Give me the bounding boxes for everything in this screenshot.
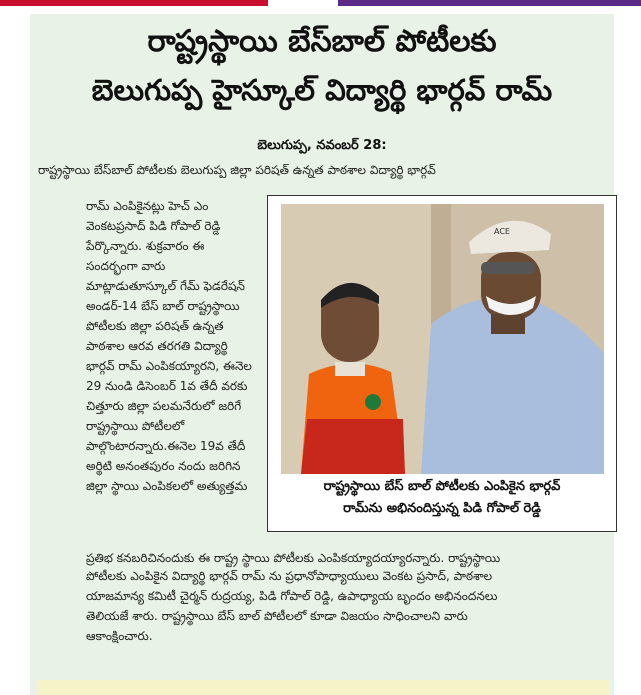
top-color-bar <box>0 0 641 6</box>
dateline: బెలుగుప్ప, నవంబర్ 28: <box>257 138 387 153</box>
photo-caption <box>270 476 614 520</box>
body-line: చిత్తూరు జిల్లా పలమనేరులో జరిగే <box>86 399 242 413</box>
headline-line-2: బెలుగుప్ప హైస్కూల్ విద్యార్థి భార్గవ్ రామ్ <box>91 73 553 107</box>
cap-text: ACE <box>494 227 510 236</box>
body-line: రామ్ ఎంపికైనట్లు హెచ్ ఎం <box>86 199 209 213</box>
body-column-left <box>86 196 268 496</box>
body-line: భార్గవ్ రామ్ ఎంపికయ్యారని, ఈనెల <box>86 359 252 373</box>
headline-line-1: రాష్ట్రస్థాయి బేస్‌బాల్ పోటీలకు <box>147 24 497 59</box>
body-line: ఆకాంక్షించారు. <box>86 629 153 643</box>
photo-caption-line-1: రాష్ట్రస్థాయి బేస్ బాల్ పోటీలకు ఎంపికైన భార్గవ్ <box>323 479 561 494</box>
body-line: అర్థిటి అనంతపురం నందు జరిగిన <box>86 459 241 473</box>
body-line: అండర్-14 బేస్ బాల్ రాష్ట్రస్థాయి <box>86 299 240 313</box>
body-line: సందర్భంగా వారు <box>86 259 166 273</box>
body-paragraph-bottom <box>86 548 618 568</box>
photo-caption-line-2: రామ్‌ను అభినందిస్తున్న పిడి గోపాల్ రెడ్డి <box>343 501 541 516</box>
body-line: పోటీలకు ఎంపికైన విద్యార్థి భార్గవ్ రామ్ ను ప్రధానోపాధ్యాయులు వెంకట ప్రసాద్, పాఠశాల <box>86 569 493 583</box>
body-line: మాట్లాడుతూస్కూల్ గేమ్ ఫెడరేషన్ <box>86 279 245 293</box>
body-paragraph-bottom-cont <box>86 566 618 646</box>
body-paragraph-top: రాష్ట్రస్థాయి బేస్‌బాల్ పోటీలకు బెలుగుప్ప జిల్లా పరిషత్ ఉన్నత పాఠశాల విద్యార్థి భార్గవ్ <box>38 163 436 177</box>
bottom-strip <box>38 680 610 695</box>
body-line: ప్రతిభ కనబరిచినందుకు ఈ రాష్ట్ర స్థాయి పోటీలకు ఎంపికయ్యాదయ్యారన్నారు. రాష్ట్రస్థాయి <box>86 551 501 565</box>
top-bar-purple <box>338 0 641 6</box>
body-line: జిల్లా స్థాయి ఎంపికలలో అత్యుత్తమ <box>86 479 248 493</box>
body-line: యాజమాన్య కమిటీ చైర్మన్ రుద్రయ్య, పిడి గోపాల్ రెడ్డి, ఉపాధ్యాయ బృందం అభినందనలు <box>86 589 498 603</box>
news-photo <box>281 204 604 474</box>
body-line: తెలియజే శారు. రాష్ట్రస్థాయి బేస్ బాల్ పోటీలలో కూడా విజయం సాధించాలని వారు <box>86 609 468 623</box>
body-line: పోటీలకు జిల్లా పరిషత్ ఉన్నత <box>86 319 224 333</box>
body-line: పేర్కొన్నారు. శుక్రవారం ఈ <box>86 239 205 253</box>
photo-illustration <box>281 204 604 474</box>
body-line: వెంకటప్రసాద్ పిడి గోపాల్ రెడ్డి <box>86 219 221 233</box>
body-line: పాఠశాల ఆరవ తరగతి విద్యార్థి <box>86 339 228 353</box>
body-line: పాల్గొంటారన్నారు.ఈనెల 19వ తేదీ <box>86 439 246 453</box>
body-line: రాష్ట్రస్థాయి పోటీలలో <box>86 419 185 433</box>
top-bar-red <box>0 0 268 6</box>
body-line: 29 నుండి డిసెంబర్ 1వ తేదీ వరకు <box>86 379 248 393</box>
